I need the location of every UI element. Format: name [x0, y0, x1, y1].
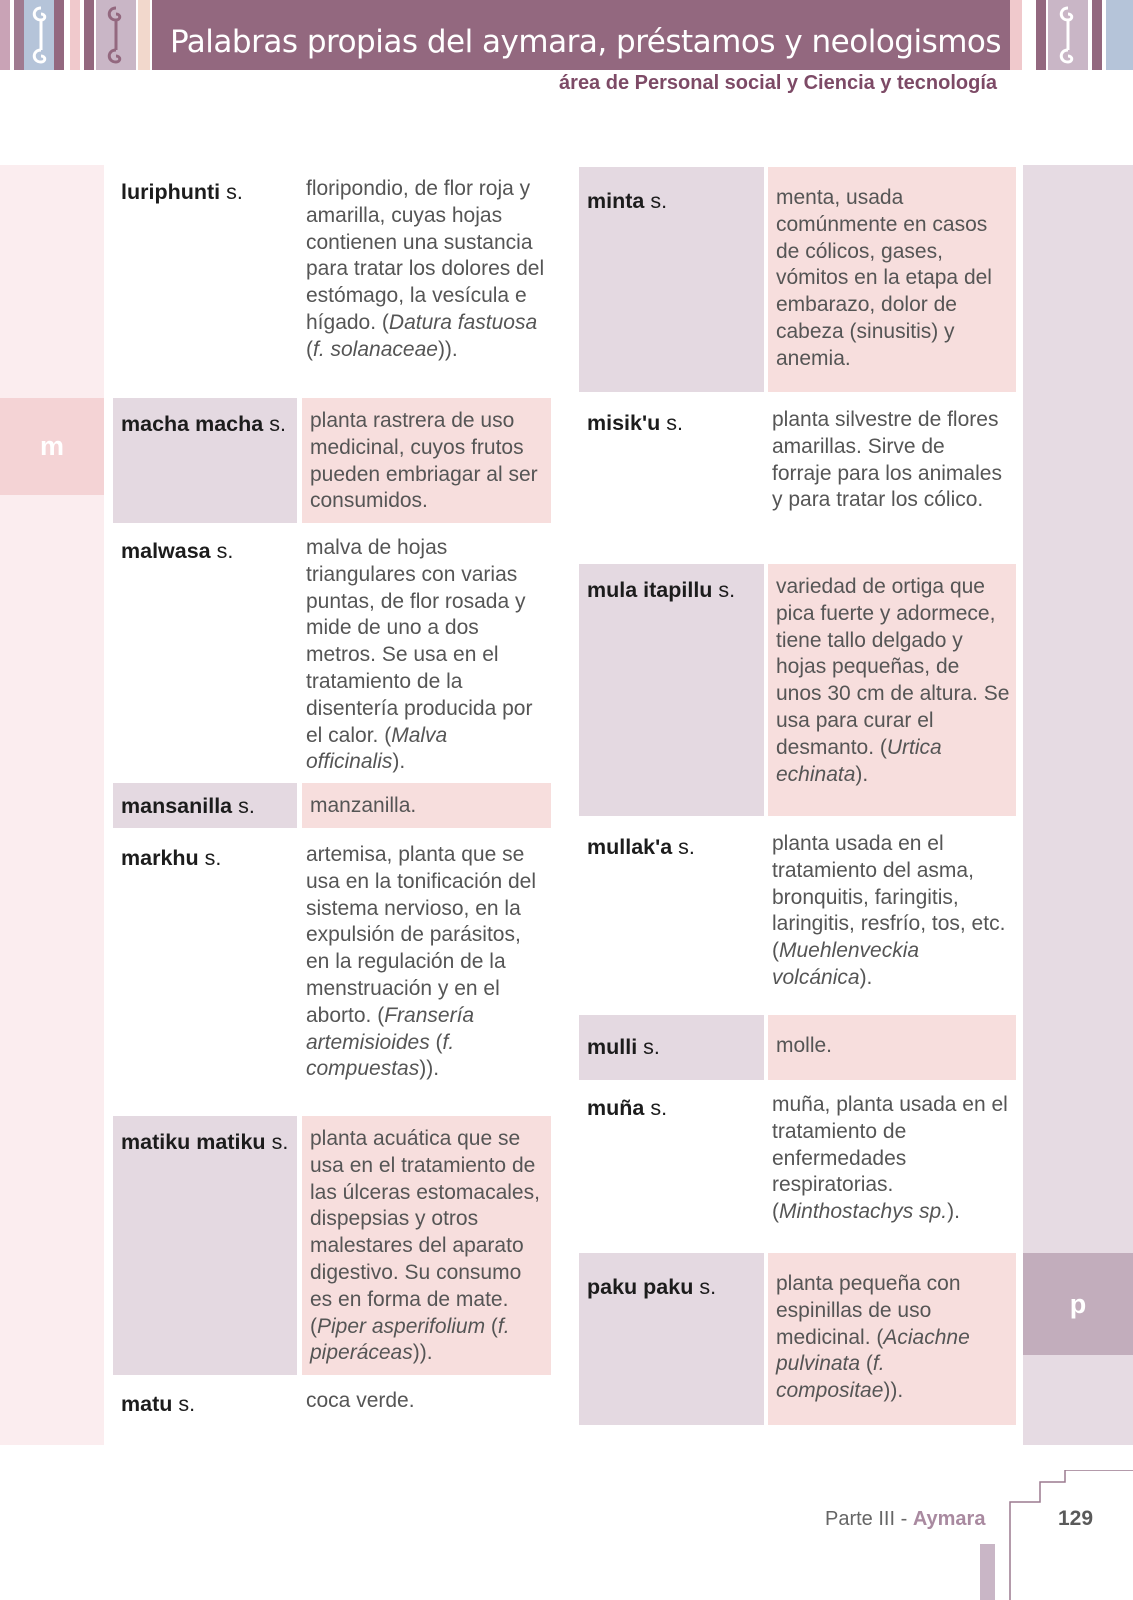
entry-definition: planta silvestre de flores amarillas. Sirve de forraje para los animales y para tratar los cólico. [772, 408, 1002, 512]
scientific-name: f. compuestas [306, 1030, 455, 1081]
entry-definition: planta usada en el tratamiento del asma, bronquitis, faringitis, laringitis, resfrío, tos, etc. (Muehlenveckia volcánica). [772, 832, 1006, 989]
entry-term: luriphunti s. [121, 180, 243, 204]
decor-stripe [84, 0, 94, 70]
scientific-name: f. piperáceas [310, 1314, 510, 1365]
scientific-name: Aciachne pulvinata [776, 1325, 970, 1376]
left-rail [0, 165, 104, 1445]
entry-definition: variedad de ortiga que pica fuerte y adormece, tiene tallo delgado y hojas pequeñas, de unos 30 cm de altura. Se usa para curar el desmanto. (Urtica echinata). [768, 564, 1016, 816]
letter-tab-m: m [0, 398, 104, 495]
decor-stripe [1010, 0, 1022, 70]
spiral-curl-icon [103, 4, 129, 66]
entry-definition: planta acuática que se usa en el tratamiento de las úlceras estomacales, dispepsias y otros malestares del aparato digestivo. Su consumo es en forma de mate. (Piper asperifolium (f. piperáceas)). [302, 1116, 551, 1375]
entry-term: matiku matiku s. [113, 1116, 297, 1375]
entry-definition: artemisa, planta que se usa en la tonificación del sistema nervioso, en la expulsión de parásitos, en la regulación de la menstruación y en el aborto. (Fransería artemisioides (f. compuestas)). [306, 843, 536, 1081]
scientific-name: Malva officinalis [306, 723, 448, 774]
entry-term: markhu s. [121, 846, 222, 870]
decor-stripe [54, 0, 64, 70]
page-number: 129 [1058, 1507, 1094, 1530]
footer-language: Aymara [912, 1508, 986, 1530]
stairs-line-icon [980, 1470, 1133, 1600]
scientific-name: Urtica echinata [776, 735, 942, 786]
entry-definition: floripondio, de flor roja y amarilla, cuyas hojas contienen una sustancia para tratar los dolores del estómago, la vesícula e hígado. (Datura fastuosa (f. solanaceae)). [306, 177, 545, 361]
page-subtitle: área de Personal social y Ciencia y tecnología [559, 72, 997, 94]
entry-term: macha macha s. [113, 398, 297, 523]
entry-term: misik'u s. [587, 411, 683, 435]
entry-term: minta s. [579, 167, 764, 392]
entry-term: mullak'a s. [587, 835, 695, 859]
entry-term: mulli s. [579, 1015, 764, 1080]
entry-term: muña s. [587, 1096, 668, 1120]
spiral-curl-icon [28, 4, 54, 66]
scientific-name: f. solanaceae [313, 337, 438, 361]
entry-definition: malva de hojas triangulares con varias puntas, de flor rosada y mide de uno a dos metros. Se usa en el tratamiento de la disentería producida por el calor. (Malva officinalis). [306, 536, 533, 774]
entry-definition: planta rastrera de uso medicinal, cuyos frutos pueden embriagar al ser consumidos. [302, 398, 551, 523]
entry-definition: coca verde. [306, 1389, 415, 1412]
entry-definition: manzanilla. [302, 783, 551, 828]
entry-term: mula itapillu s. [579, 564, 764, 816]
footer-part-label [825, 1508, 985, 1531]
scientific-name: Datura fastuosa [388, 310, 538, 334]
decor-stripe [138, 0, 150, 70]
letter-tab-p: p [1023, 1253, 1133, 1355]
spiral-curl-icon [1055, 4, 1081, 66]
decor-stripe [1092, 0, 1102, 70]
scientific-name: f. compositae [776, 1352, 885, 1403]
scientific-name: Muehlenveckia volcánica [772, 939, 920, 989]
entry-definition: molle. [768, 1015, 1016, 1080]
entry-definition: muña, planta usada en el tratamiento de enfermedades respiratorias. (Minthostachys sp.). [772, 1093, 1008, 1224]
decor-stripe [1106, 0, 1133, 70]
decor-stripe [14, 0, 24, 70]
entry-term: matu s. [121, 1392, 196, 1416]
footer-part: Parte III - [825, 1508, 908, 1530]
page-title: Palabras propias del aymara, préstamos y neologismos [170, 24, 1002, 60]
scientific-name: Minthostachys sp. [779, 1200, 948, 1224]
decor-stripe [1036, 0, 1046, 70]
entry-definition: planta pequeña con espinillas de uso medicinal. (Aciachne pulvinata (f. compositae)). [768, 1253, 1016, 1425]
scientific-name: Piper asperifolium [317, 1314, 486, 1338]
decor-stripe [70, 0, 80, 70]
entry-definition: menta, usada comúnmente en casos de cólicos, gases, vómitos en la etapa del embarazo, dolor de cabeza (sinusitis) y anemia. [768, 167, 1016, 392]
decor-stripe [0, 0, 10, 70]
entry-term: mansanilla s. [113, 783, 297, 828]
scientific-name: Fransería artemisioides [306, 1003, 475, 1054]
entry-term: malwasa s. [121, 539, 234, 563]
entry-term: paku paku s. [579, 1253, 764, 1425]
